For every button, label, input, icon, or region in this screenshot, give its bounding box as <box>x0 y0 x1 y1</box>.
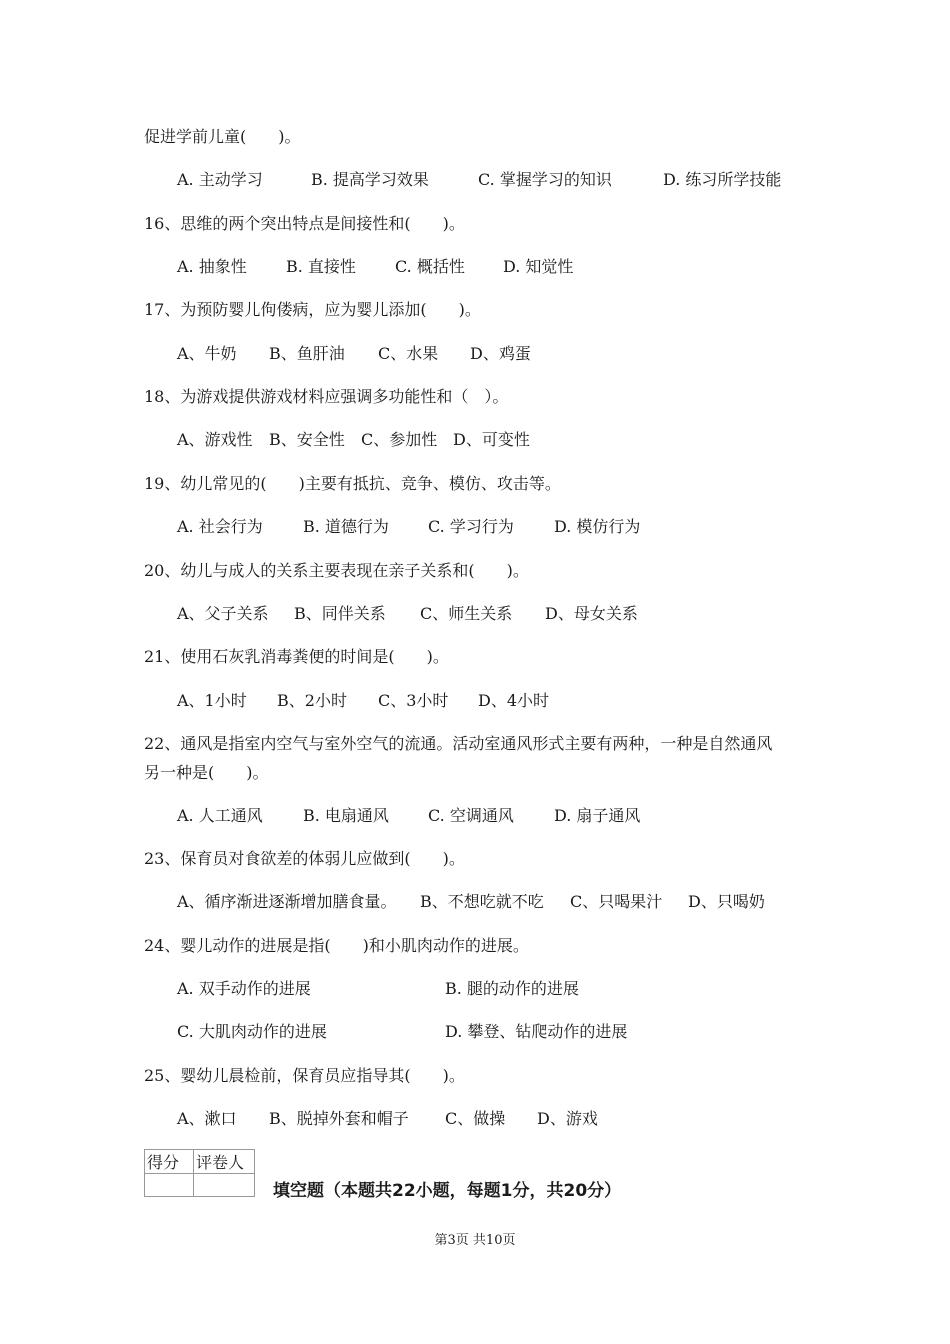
option-17-d: D、鸡蛋 <box>470 344 531 363</box>
option-23-b: B、不想吃就不吃 <box>420 892 544 911</box>
score-table <box>144 1149 255 1197</box>
question-25: 25、婴幼儿晨检前，保育员应指导其( )。 <box>144 1066 465 1085</box>
option-21-c: C、3小时 <box>378 691 449 710</box>
option-22-c: C. 空调通风 <box>428 806 514 825</box>
score-cell <box>145 1174 194 1197</box>
grader-label: 评卷人 <box>194 1150 255 1174</box>
option-16-d: D. 知觉性 <box>503 257 574 276</box>
option-23-d: D、只喝奶 <box>688 892 765 911</box>
section-title: 填空题（本题共22小题，每题1分，共20分） <box>273 1181 622 1201</box>
option-15-c: C. 掌握学习的知识 <box>478 170 612 189</box>
option-23-a: A、循序渐进逐渐增加膳食量。 <box>177 892 397 911</box>
question-24: 24、婴儿动作的进展是指( )和小肌肉动作的进展。 <box>144 936 529 955</box>
option-21-b: B、2小时 <box>277 691 347 710</box>
question-18: 18、为游戏提供游戏材料应强调多功能性和（ ）。 <box>144 387 509 406</box>
option-18-a: A、游戏性 <box>177 430 253 449</box>
question-15-tail: 促进学前儿童( )。 <box>144 127 301 146</box>
option-19-c: C. 学习行为 <box>428 517 514 536</box>
option-15-b: B. 提高学习效果 <box>311 170 429 189</box>
option-23-c: C、只喝果汁 <box>570 892 663 911</box>
option-18-c: C、参加性 <box>361 430 438 449</box>
question-22-line-1: 22、通风是指室内空气与室外空气的流通。活动室通风形式主要有两种，一种是自然通风 <box>144 734 773 753</box>
option-18-b: B、安全性 <box>269 430 345 449</box>
option-25-d: D、游戏 <box>537 1109 598 1128</box>
option-21-a: A、1小时 <box>177 691 247 710</box>
option-17-b: B、鱼肝油 <box>269 344 345 363</box>
option-16-c: C. 概括性 <box>395 257 465 276</box>
grader-cell <box>194 1174 255 1197</box>
question-22-line-2: 另一种是( )。 <box>144 763 269 782</box>
option-20-a: A、父子关系 <box>177 604 269 623</box>
option-19-b: B. 道德行为 <box>303 517 389 536</box>
option-19-a: A. 社会行为 <box>177 517 263 536</box>
option-17-a: A、牛奶 <box>177 344 237 363</box>
option-24-a: A. 双手动作的进展 <box>177 979 311 998</box>
question-21: 21、使用石灰乳消毒粪便的时间是( )。 <box>144 647 449 666</box>
option-17-c: C、水果 <box>378 344 439 363</box>
question-20: 20、幼儿与成人的关系主要表现在亲子关系和( )。 <box>144 561 529 580</box>
question-23: 23、保育员对食欲差的体弱儿应做到( )。 <box>144 849 465 868</box>
option-18-d: D、可变性 <box>453 430 530 449</box>
option-25-b: B、脱掉外套和帽子 <box>269 1109 409 1128</box>
option-20-b: B、同伴关系 <box>294 604 386 623</box>
question-17: 17、为预防婴儿佝偻病，应为婴儿添加( )。 <box>144 300 481 319</box>
option-15-d: D. 练习所学技能 <box>663 170 782 189</box>
option-24-c: C. 大肌肉动作的进展 <box>177 1022 327 1041</box>
option-16-b: B. 直接性 <box>286 257 356 276</box>
option-22-a: A. 人工通风 <box>177 806 263 825</box>
option-20-d: D、母女关系 <box>545 604 638 623</box>
option-22-d: D. 扇子通风 <box>554 806 641 825</box>
option-21-d: D、4小时 <box>478 691 550 710</box>
option-20-c: C、师生关系 <box>420 604 513 623</box>
option-16-a: A. 抽象性 <box>177 257 247 276</box>
option-24-d: D. 攀登、钻爬动作的进展 <box>445 1022 628 1041</box>
option-24-b: B. 腿的动作的进展 <box>445 979 579 998</box>
page-footer: 第3页 共10页 <box>434 1233 516 1248</box>
option-22-b: B. 电扇通风 <box>303 806 389 825</box>
question-16: 16、思维的两个突出特点是间接性和( )。 <box>144 214 465 233</box>
option-25-c: C、做操 <box>445 1109 506 1128</box>
option-15-a: A. 主动学习 <box>177 170 263 189</box>
question-19: 19、幼儿常见的( )主要有抵抗、竞争、模仿、攻击等。 <box>144 474 561 493</box>
option-25-a: A、漱口 <box>177 1109 237 1128</box>
score-label: 得分 <box>145 1150 194 1174</box>
option-19-d: D. 模仿行为 <box>554 517 641 536</box>
